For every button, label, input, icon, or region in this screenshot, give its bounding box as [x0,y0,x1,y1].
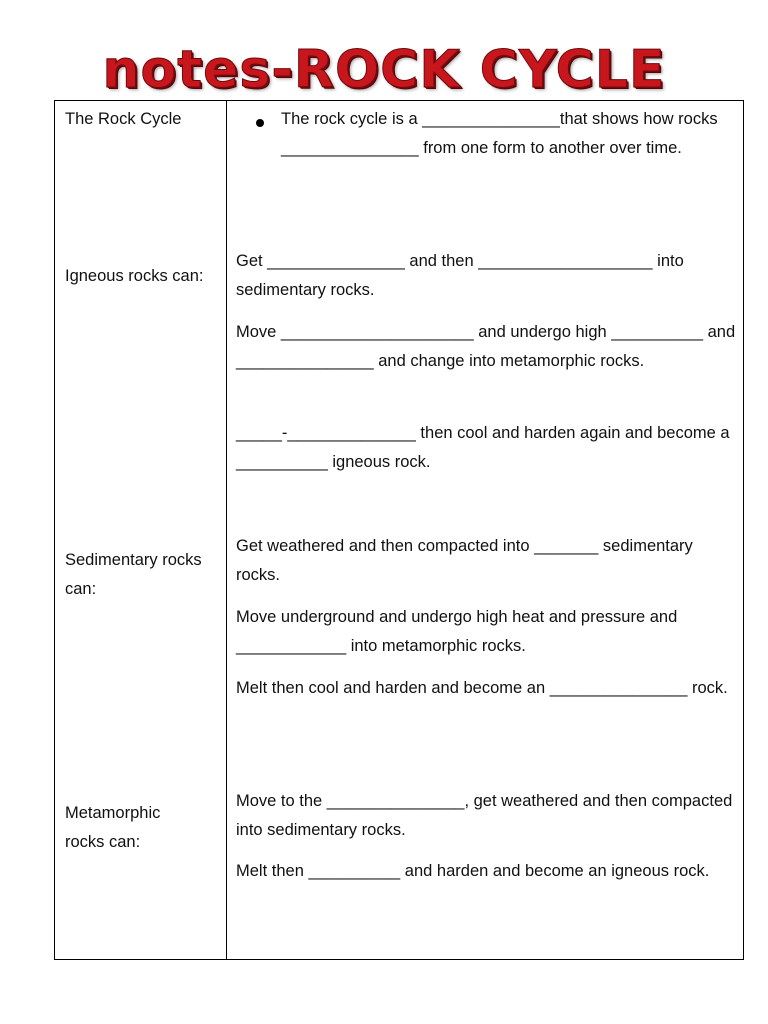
row-label-sedimentary: Sedimentary rocks can: [65,551,202,598]
column-divider [226,101,227,959]
title-part-notes: notes- [102,40,294,100]
row-label-igneous: Igneous rocks can: [65,267,204,285]
metamorphic-item-1: Move to the _______________, get weathered and then compacted into sedimentary rocks. [236,792,733,839]
title-part-rock-cycle: ROCK CYCLE [293,40,666,100]
bullet-icon [256,119,264,127]
row-label-metamorphic: Metamorphic rocks can: [65,804,161,851]
title-banner [0,40,768,100]
rock-cycle-definition: The rock cycle is a _______________that shows how rocks _______________ from one form to another over time. [281,110,718,157]
sedimentary-item-3: Melt then cool and harden and become an _______________ rock. [236,679,728,697]
igneous-item-3: _____-______________ then cool and harden again and become a __________ igneous rock. [236,424,730,471]
notes-table [54,100,744,960]
igneous-item-2: Move _____________________ and undergo high __________ and _______________ and change into metamorphic rocks. [236,323,736,370]
page-title [102,40,666,100]
sedimentary-item-1: Get weathered and then compacted into _______ sedimentary rocks. [236,537,693,584]
igneous-item-1: Get _______________ and then ___________________ into sedimentary rocks. [236,252,684,299]
metamorphic-item-2: Melt then __________ and harden and become an igneous rock. [236,862,710,880]
sedimentary-item-2: Move underground and undergo high heat and pressure and ____________ into metamorphic rocks. [236,608,678,655]
row-label-rock-cycle: The Rock Cycle [65,110,182,128]
